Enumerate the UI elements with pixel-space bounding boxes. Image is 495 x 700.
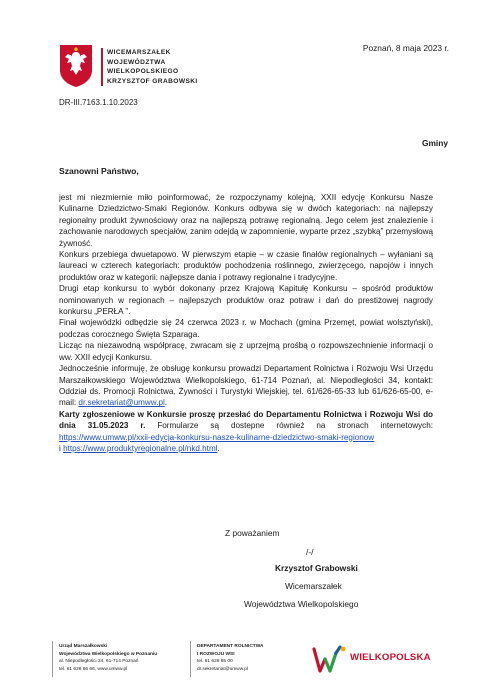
signatory-name: Krzysztof Grabowski	[275, 563, 358, 573]
contact-text: Jednocześnie informuję, że obsługę konkursu prowadzi Departament Rolnictwa i Rozwoju Wsi Urzędu Marszałkowskiego Województwa Wielkopolskiego, 61-714 Poznań, al. Niepodległości 34, kontakt: Oddział ds. Promocji Rolnictwa, Żywności i Turystyki Wiejskiej, tel. 61/626-65-33 lub 61/626-65-00, e-mail:	[59, 364, 433, 408]
issuer-line: WOJEWÓDZTWA	[107, 58, 166, 66]
issuer-accent-rule	[101, 48, 103, 86]
produkty-link[interactable]: https://www.produktyregionalne.pl/nkd.html	[63, 443, 218, 453]
body-paragraph: Drugi etap konkursu to wybór dokonany przez Krajową Kapitułę Konkursu – spośród produktów nominowanych w regionach – najlepszych produktów oraz potraw i dań do prestiżowej nagrody konkursu „PERŁA ”.	[59, 284, 433, 317]
deadline-text: Karty zgłoszeniowe w Konkursie proszę przesłać do Departamentu Rolnictwa i Rozwoju Wsi do dnia 31.05.2023 r.	[59, 409, 433, 431]
body-paragraph: jest mi niezmiernie miło poinformować, że rozpoczynamy kolejną, XXII edycję Konkursu Nasze Kulinarne Dziedzictwo-Smaki Regionów. Konkurs odbywa się w dwóch kategoriach: na najlepszy regionalny produkt żywnościowy oraz na najlepszą potrawę regionalną. Jego celem jest znalezienie i zachowanie narodowych specjałów, zanim odejdą w zapomnienie, wyparte przez „szybką” przemysłową żywność.	[59, 193, 433, 248]
wielkopolska-logo-icon	[312, 645, 348, 675]
recipient: Gminy	[421, 138, 448, 148]
closing: Z poważaniem	[225, 528, 280, 538]
body-paragraph-forms	[59, 409, 433, 455]
issuer-line: WICEMARSZAŁEK	[107, 49, 171, 56]
brand-wordmark: WIELKOPOLSKA	[350, 652, 431, 663]
footer-office	[59, 643, 179, 673]
issuer-line: WIELKOPOLSKIEGO	[107, 68, 179, 76]
umww-link[interactable]: https://www.umww.pl/xxii-edycja-konkursu-nasze-kulinarne-dziedzictwo-smaki-regionow	[59, 432, 375, 442]
reference-number: DR-III.7163.1.10.2023	[59, 98, 138, 107]
footer-line: tel. 61 626 65 00	[197, 659, 233, 665]
letter-body	[59, 192, 433, 454]
footer-divider	[52, 641, 53, 677]
body-paragraph: Finał wojewódzki odbędzie się 24 czerwca 2023 r. w Mochach (gmina Przemęt, powiat wolsztyński), podczas corocznego Święta Szparaga.	[59, 318, 433, 339]
footer-line: I ROZWOJU WSI	[197, 651, 235, 657]
footer-line: tel. 61 626 66 66, www.umww.pl	[59, 666, 128, 672]
footer-line: Województwa Wielkopolskiego w Poznaniu	[59, 651, 158, 657]
body-paragraph-contact	[59, 363, 433, 409]
issuer-block	[107, 48, 237, 86]
body-paragraph: Konkurs przebiega dwuetapowo. W pierwszym etapie – w czasie finałów regionalnych – wyłaniani są laureaci w czterech kategoriach: produktów pochodzenia roślinnego, zwierzęcego, napojów i innych produktów oraz w kategorii: najlepsze dania i potrawy regionalne i tradycyjne.	[59, 250, 433, 282]
signature-mark: /-/	[306, 547, 314, 557]
body-paragraph: Licząc na niezawodną współpracę, zwracam się z uprzejmą prośbą o rozpowszechnienie informacji o ww. XXII edycji Konkursu.	[59, 341, 433, 362]
email-link[interactable]: dr.sekretariat@umww.pl	[78, 398, 165, 408]
and-text: i	[59, 443, 64, 453]
salutation: Szanowni Państwo,	[59, 166, 139, 176]
footer-line: dr.sekretariat@umww.pl	[197, 666, 248, 672]
signatory-title-region: Województwa Wielkopolskiego	[244, 599, 359, 609]
forms-end: .	[217, 443, 220, 453]
coat-of-arms-icon	[59, 44, 93, 88]
contact-end: .	[164, 398, 168, 408]
footer-line: DEPARTAMENT ROLNICTWA	[197, 644, 264, 649]
footer-line: Urząd Marszałkowski	[59, 644, 108, 649]
forms-text: Formularze są dostepne również na stronach internetowych:	[145, 421, 433, 431]
letter-date: Poznań, 8 maja 2023 r.	[362, 43, 449, 53]
signatory-title: Wicemarszałek	[285, 581, 342, 591]
issuer-line: KRZYSZTOF GRABOWSKI	[107, 77, 198, 85]
footer-line: al. Niepodległości 34, 61-714 Poznań	[59, 659, 139, 665]
footer-department	[197, 643, 297, 673]
footer-divider	[190, 641, 191, 677]
